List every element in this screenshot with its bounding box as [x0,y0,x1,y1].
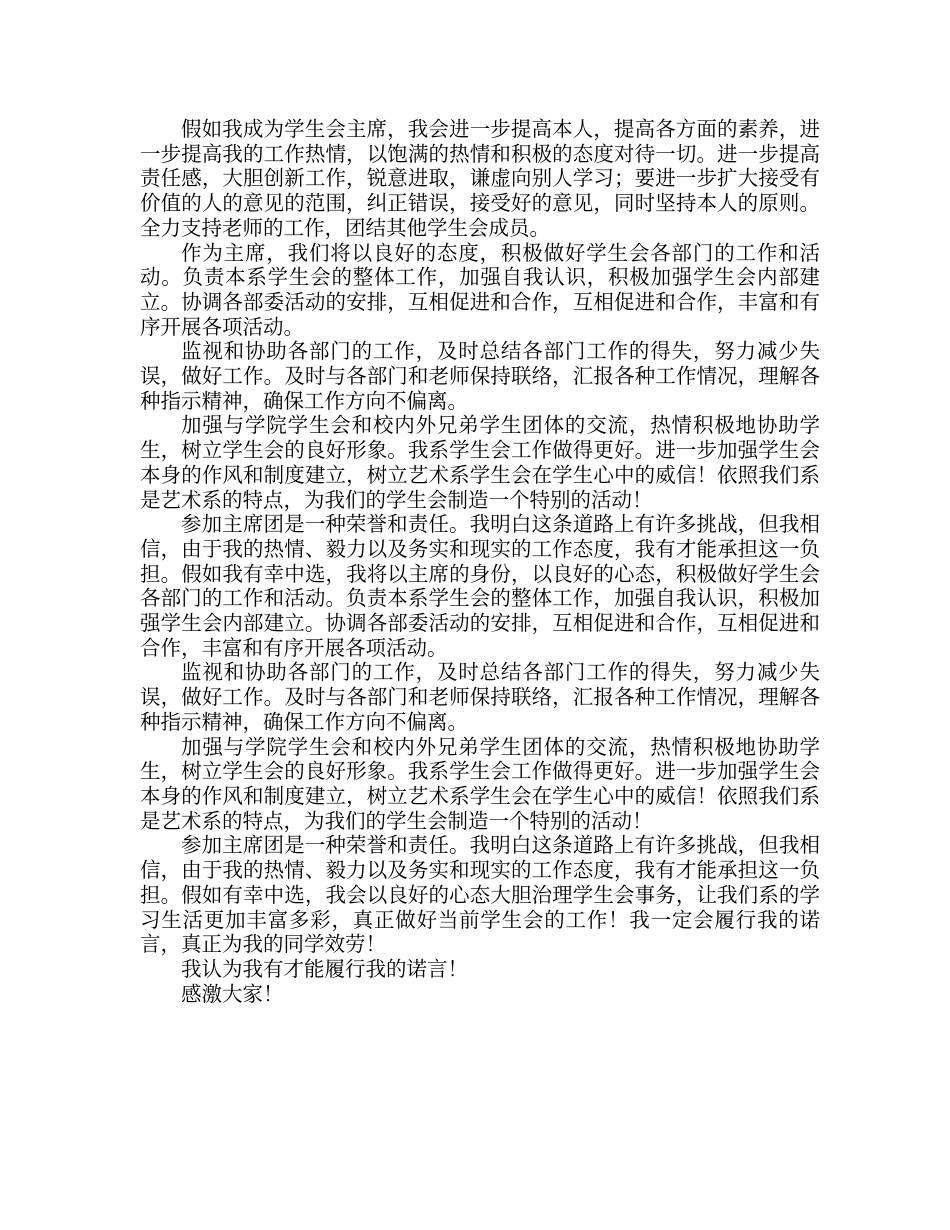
paragraph: 感激大家！ [181,981,284,1006]
paragraph: 假如我成为学生会主席，我会进一步提高本人，提高各方面的素养，进一步提高我的工作热情，以饱满的热情和积极的态度对待一切。进一步提高责任感，大胆创新工作，锐意进取，谦虚向别人学习；要进一步扩大接受有价值的人的意见的范围，纠正错误，接受好的意见，同时坚持本人的原则。全力支持老师的工作，团结其他学生会成员。 [140,117,820,240]
document-body [140,117,820,1006]
paragraph: 加强与学院学生会和校内外兄弟学生团体的交流，热情积极地协助学生，树立学生会的良好形象。我系学生会工作做得更好。进一步加强学生会本身的作风和制度建立，树立艺术系学生会在学生心中的威信！依照我们系是艺术系的特点，为我们的学生会制造一个特别的活动！ [140,413,820,512]
paragraph: 加强与学院学生会和校内外兄弟学生团体的交流，热情积极地协助学生，树立学生会的良好形象。我系学生会工作做得更好。进一步加强学生会本身的作风和制度建立，树立艺术系学生会在学生心中的威信！依照我们系是艺术系的特点，为我们的学生会制造一个特别的活动！ [140,734,820,833]
paragraph: 我认为我有才能履行我的诺言！ [181,956,468,981]
paragraph: 作为主席，我们将以良好的态度，积极做好学生会各部门的工作和活动。负责本系学生会的整体工作，加强自我认识，积极加强学生会内部建立。协调各部委活动的安排，互相促进和合作，互相促进和合作，丰富和有序开展各项活动。 [140,240,820,339]
paragraph: 参加主席团是一种荣誉和责任。我明白这条道路上有许多挑战，但我相信，由于我的热情、毅力以及务实和现实的工作态度，我有才能承担这一负担。假如我有幸中选，我将以主席的身份，以良好的心态，积极做好学生会各部门的工作和活动。负责本系学生会的整体工作，加强自我认识，积极加强学生会内部建立。协调各部委活动的安排，互相促进和合作，互相促进和合作，丰富和有序开展各项活动。 [140,512,820,660]
paragraph: 参加主席团是一种荣誉和责任。我明白这条道路上有许多挑战，但我相信，由于我的热情、毅力以及务实和现实的工作态度，我有才能承担这一负担。假如有幸中选，我会以良好的心态大胆治理学生会事务，让我们系的学习生活更加丰富多彩，真正做好当前学生会的工作！我一定会履行我的诺言，真正为我的同学效劳！ [140,833,820,957]
paragraph: 监视和协助各部门的工作，及时总结各部门工作的得失，努力减少失误，做好工作。及时与各部门和老师保持联络，汇报各种工作情况，理解各种指示精神，确保工作方向不偏离。 [140,660,820,734]
paragraph: 监视和协助各部门的工作，及时总结各部门工作的得失，努力减少失误，做好工作。及时与各部门和老师保持联络，汇报各种工作情况，理解各种指示精神，确保工作方向不偏离。 [140,339,820,413]
